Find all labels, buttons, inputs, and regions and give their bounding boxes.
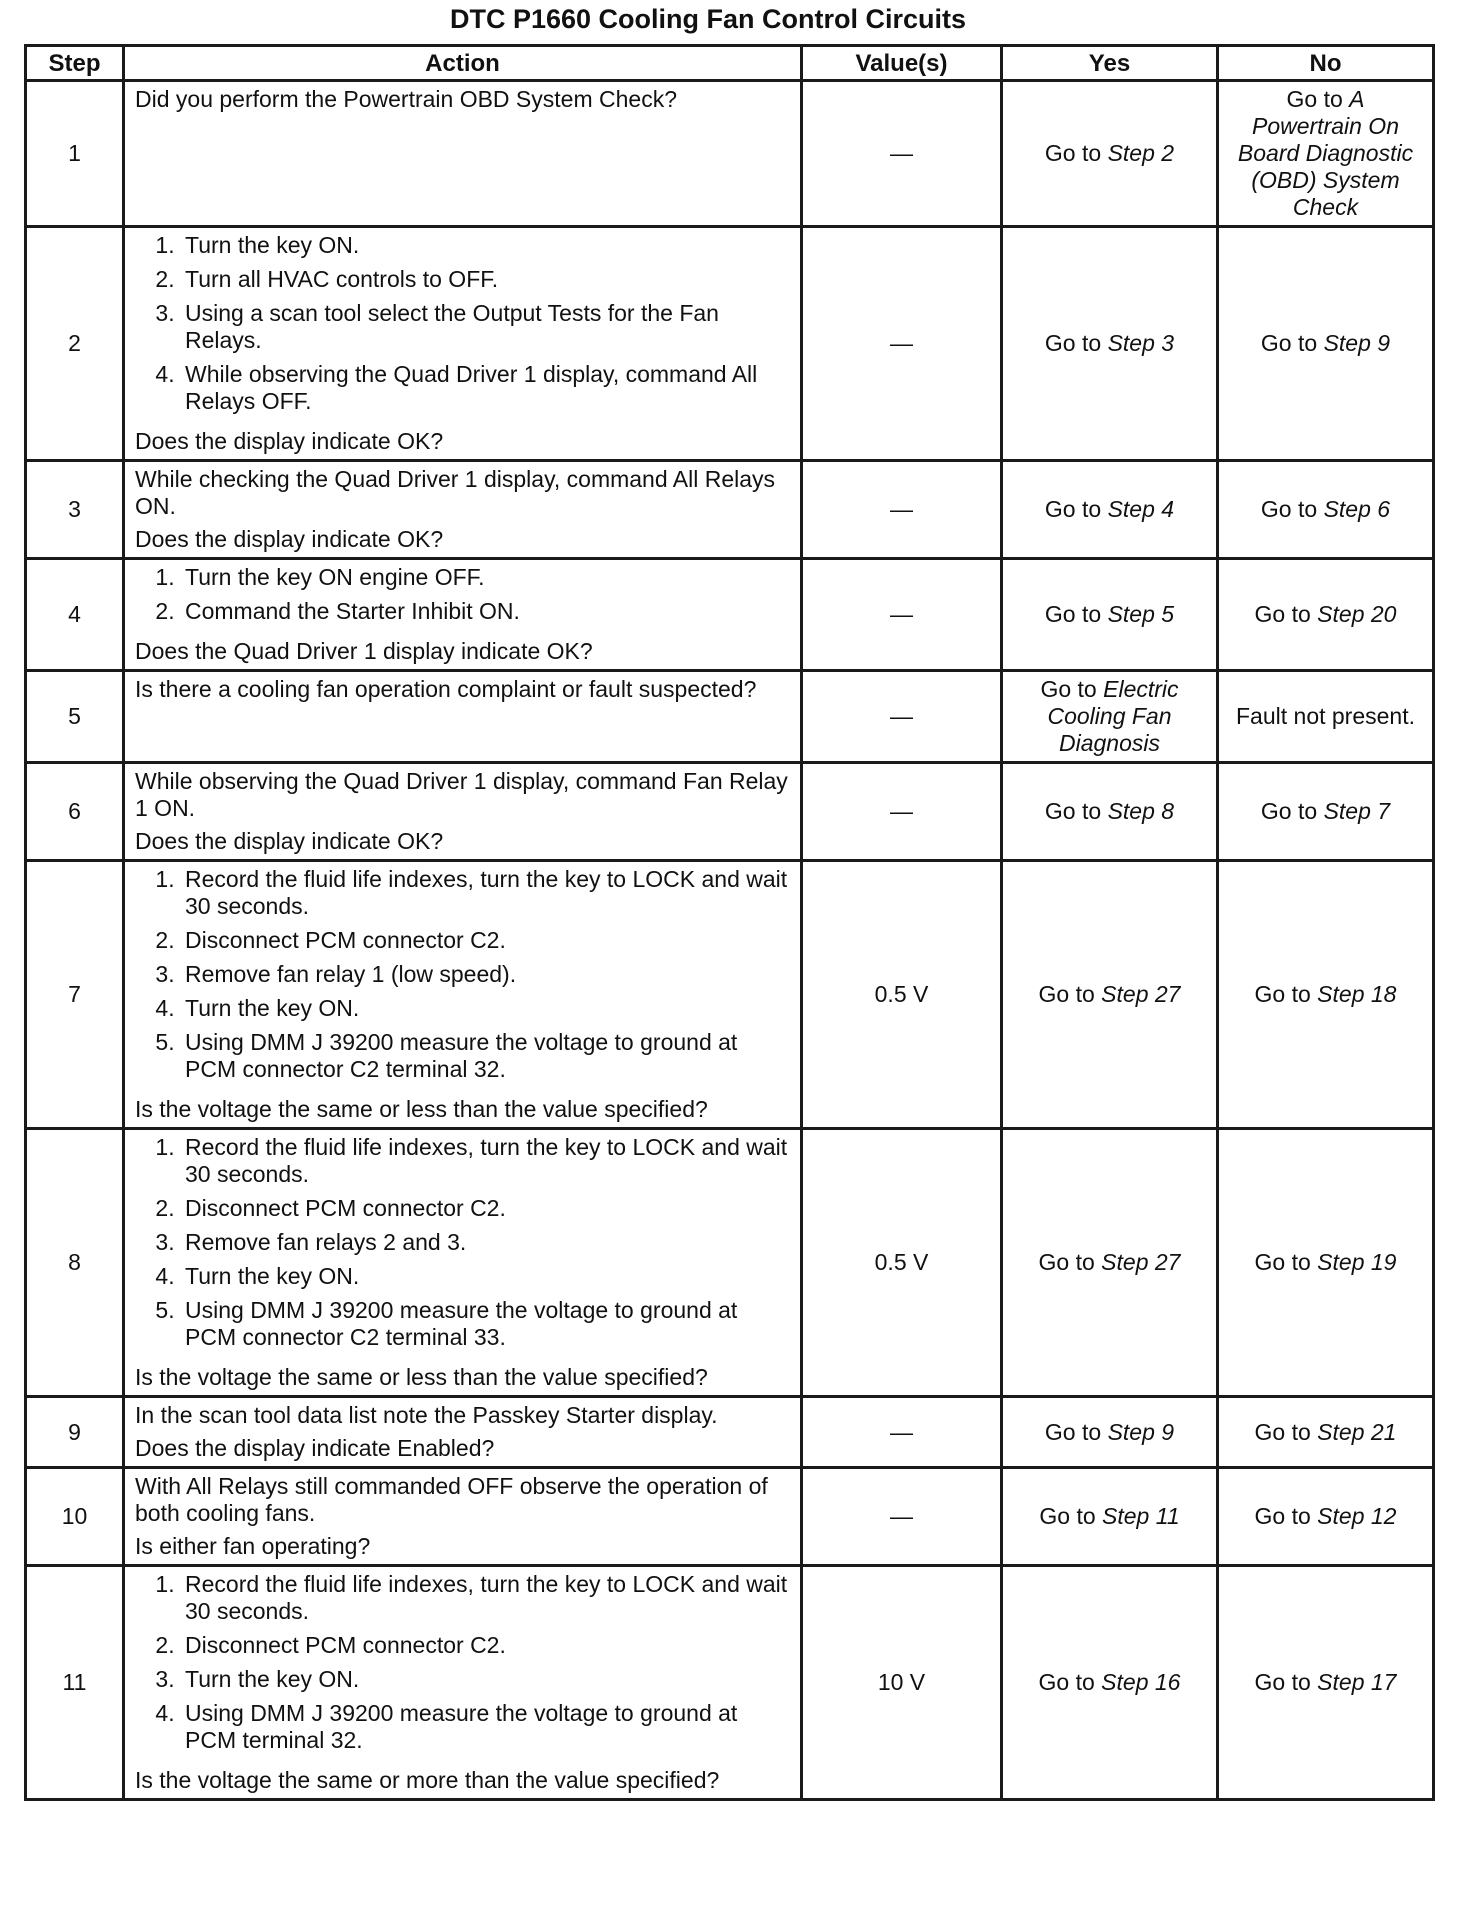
outcome-yes-target: Step 4 [1107, 496, 1175, 522]
step-number: 4 [26, 559, 124, 671]
action-step-list [135, 564, 790, 625]
action-step-list [135, 1134, 790, 1351]
action-question: Is the voltage the same or less than the value specified? [135, 1364, 708, 1390]
outcome-yes [1002, 81, 1218, 227]
outcome-yes-target: Step 16 [1101, 1669, 1181, 1695]
outcome-yes-target: Step 9 [1107, 1418, 1175, 1445]
outcome-yes-prefix: Go to [1044, 601, 1108, 627]
action-question: Is the voltage the same or more than the value specified? [135, 1767, 720, 1793]
action-content [135, 866, 790, 1123]
action-body [135, 564, 790, 632]
outcome-no [1218, 559, 1434, 671]
action-cell [124, 227, 802, 461]
action-cell [124, 763, 802, 861]
outcome-yes-target: Step 5 [1107, 601, 1175, 627]
action-step-item: 2. Command the Starter Inhibit ON. [181, 598, 790, 625]
action-content [135, 1473, 790, 1560]
action-cell [124, 671, 802, 763]
step-number: 2 [26, 227, 124, 461]
outcome-yes-target: Step 8 [1107, 798, 1175, 824]
outcome-no-target: Step 19 [1317, 1249, 1397, 1275]
outcome-no [1218, 1397, 1434, 1468]
action-intro: Did you perform the Powertrain OBD System Check? [135, 86, 677, 112]
outcome-yes-prefix: Go to [1044, 140, 1108, 166]
action-cell [124, 1566, 802, 1800]
action-cell [124, 81, 802, 227]
table-row [26, 81, 1434, 227]
header-yes: Yes [1002, 46, 1218, 81]
action-step-item: 5. Using DMM J 39200 measure the voltage to ground at PCM connector C2 terminal 33. [181, 1297, 790, 1351]
outcome-yes-target: Step 27 [1101, 981, 1181, 1007]
action-step-item: 2. Disconnect PCM connector C2. [181, 1632, 790, 1659]
diagnostic-table [24, 44, 1435, 1801]
header-values: Value(s) [802, 46, 1002, 81]
action-intro: In the scan tool data list note the Passkey Starter display. [135, 1402, 718, 1428]
value-cell: 0.5 V [802, 861, 1002, 1129]
outcome-yes [1002, 861, 1218, 1129]
value-cell: — [802, 559, 1002, 671]
table-row [26, 1129, 1434, 1397]
action-cell [124, 461, 802, 559]
action-step-item: 3. Remove fan relays 2 and 3. [181, 1229, 790, 1256]
step-number: 8 [26, 1129, 124, 1397]
outcome-yes-target: Step 27 [1101, 1249, 1181, 1275]
action-body [135, 1571, 790, 1761]
outcome-no [1218, 861, 1434, 1129]
outcome-yes-prefix: Go to [1044, 330, 1108, 356]
action-intro: Is there a cooling fan operation complaint or fault suspected? [135, 676, 757, 702]
action-content [135, 1402, 790, 1462]
outcome-yes [1002, 227, 1218, 461]
action-step-item: 3. Using a scan tool select the Output Tests for the Fan Relays. [181, 300, 790, 354]
outcome-no [1218, 1129, 1434, 1397]
step-number: 3 [26, 461, 124, 559]
outcome-yes [1002, 1129, 1218, 1397]
outcome-no-target: Step 20 [1317, 601, 1397, 627]
outcome-no-prefix: Go to [1254, 1418, 1318, 1445]
table-body [26, 81, 1434, 1800]
outcome-yes [1002, 671, 1218, 763]
action-step-item: 4. While observing the Quad Driver 1 display, command All Relays OFF. [181, 361, 790, 415]
outcome-no-prefix: Go to [1254, 1503, 1318, 1529]
table-row [26, 559, 1434, 671]
outcome-yes-target: Step 11 [1102, 1503, 1180, 1529]
outcome-yes-target: Step 3 [1107, 330, 1175, 356]
action-question: Does the Quad Driver 1 display indicate OK? [135, 638, 593, 664]
action-cell [124, 861, 802, 1129]
table-row [26, 1566, 1434, 1800]
table-row [26, 763, 1434, 861]
outcome-no-target: Step 18 [1317, 981, 1397, 1007]
action-step-item: 3. Remove fan relay 1 (low speed). [181, 961, 790, 988]
outcome-yes-prefix: Go to [1038, 1249, 1102, 1275]
action-cell [124, 1397, 802, 1468]
outcome-yes-target: Step 2 [1107, 140, 1175, 166]
outcome-no [1218, 1468, 1434, 1566]
action-question: Is the voltage the same or less than the value specified? [135, 1096, 708, 1122]
outcome-yes-prefix: Go to [1038, 1669, 1102, 1695]
outcome-no-prefix: Go to [1286, 86, 1350, 112]
action-step-item: 2. Disconnect PCM connector C2. [181, 927, 790, 954]
value-cell: — [802, 1397, 1002, 1468]
outcome-yes-prefix: Go to [1044, 496, 1108, 522]
value-cell: — [802, 763, 1002, 861]
step-number: 11 [26, 1566, 124, 1800]
action-step-list [135, 1571, 790, 1754]
value-cell: — [802, 1468, 1002, 1566]
action-step-item: 4. Using DMM J 39200 measure the voltage to ground at PCM terminal 32. [181, 1700, 790, 1754]
outcome-yes [1002, 763, 1218, 861]
action-step-item: 1. Record the fluid life indexes, turn the key to LOCK and wait 30 seconds. [181, 866, 790, 920]
action-content [135, 466, 790, 553]
action-body [135, 86, 790, 113]
action-intro: With All Relays still commanded OFF observe the operation of both cooling fans. [135, 1473, 768, 1526]
table-row [26, 227, 1434, 461]
table-row [26, 461, 1434, 559]
value-cell: — [802, 227, 1002, 461]
action-step-item: 2. Disconnect PCM connector C2. [181, 1195, 790, 1222]
outcome-yes-prefix: Go to [1039, 1503, 1103, 1529]
action-content [135, 232, 790, 455]
table-row [26, 1397, 1434, 1468]
outcome-yes-target: Electric Cooling Fan Diagnosis [1047, 676, 1179, 756]
action-intro: While observing the Quad Driver 1 display, command Fan Relay 1 ON. [135, 768, 788, 821]
action-question: Is either fan operating? [135, 1533, 371, 1559]
outcome-no-target: A Powertrain On Board Diagnostic (OBD) System Check [1237, 86, 1414, 220]
action-step-item: 1. Turn the key ON. [181, 232, 790, 259]
action-content [135, 564, 790, 665]
outcome-no-prefix: Go to [1260, 330, 1324, 356]
action-step-list [135, 232, 790, 415]
outcome-no-prefix: Go to [1260, 496, 1324, 522]
outcome-yes-prefix: Go to [1038, 981, 1102, 1007]
outcome-no [1218, 1566, 1434, 1800]
value-cell: — [802, 461, 1002, 559]
action-step-item: 4. Turn the key ON. [181, 1263, 790, 1290]
action-body [135, 1473, 790, 1527]
action-cell [124, 1468, 802, 1566]
outcome-no-prefix: Go to [1254, 981, 1318, 1007]
outcome-no-target: Step 6 [1323, 496, 1391, 522]
action-cell [124, 559, 802, 671]
action-step-item: 2. Turn all HVAC controls to OFF. [181, 266, 790, 293]
action-body [135, 232, 790, 422]
value-cell: 10 V [802, 1566, 1002, 1800]
action-step-item: 5. Using DMM J 39200 measure the voltage to ground at PCM connector C2 terminal 32. [181, 1029, 790, 1083]
header-row [26, 46, 1434, 81]
step-number: 1 [26, 81, 124, 227]
outcome-yes [1002, 559, 1218, 671]
action-question: Does the display indicate OK? [135, 428, 444, 454]
step-number: 7 [26, 861, 124, 1129]
outcome-no-target: Step 12 [1317, 1503, 1397, 1529]
action-body [135, 768, 790, 822]
outcome-yes-prefix: Go to [1044, 1418, 1108, 1445]
outcome-no-prefix: Fault not present. [1236, 703, 1415, 729]
action-step-item: 4. Turn the key ON. [181, 995, 790, 1022]
outcome-yes-prefix: Go to [1044, 798, 1108, 824]
action-body [135, 676, 790, 703]
action-step-list [135, 866, 790, 1083]
action-cell [124, 1129, 802, 1397]
action-body [135, 1402, 790, 1429]
action-question: Does the display indicate OK? [135, 526, 444, 552]
outcome-no-target: Step 21 [1317, 1418, 1397, 1445]
action-content [135, 1134, 790, 1391]
outcome-no-prefix: Go to [1254, 1249, 1318, 1275]
header-action: Action [124, 46, 802, 81]
action-step-item: 1. Turn the key ON engine OFF. [181, 564, 790, 591]
action-content [135, 86, 790, 221]
action-step-item: 1. Record the fluid life indexes, turn the key to LOCK and wait 30 seconds. [181, 1134, 790, 1188]
header-step: Step [26, 46, 124, 81]
outcome-no [1218, 763, 1434, 861]
action-body [135, 1134, 790, 1358]
action-content [135, 768, 790, 855]
outcome-yes-prefix: Go to [1040, 676, 1104, 702]
outcome-no-prefix: Go to [1254, 601, 1318, 627]
outcome-no-target: Step 17 [1317, 1669, 1397, 1695]
step-number: 6 [26, 763, 124, 861]
outcome-no [1218, 461, 1434, 559]
action-question: Does the display indicate Enabled? [135, 1435, 495, 1461]
action-intro: While checking the Quad Driver 1 display, command All Relays ON. [135, 466, 776, 519]
step-number: 10 [26, 1468, 124, 1566]
outcome-yes [1002, 1566, 1218, 1800]
step-number: 5 [26, 671, 124, 763]
outcome-no-target: Step 9 [1323, 330, 1391, 356]
action-content [135, 1571, 790, 1794]
value-cell: 0.5 V [802, 1129, 1002, 1397]
outcome-no-target: Step 7 [1323, 798, 1391, 824]
action-body [135, 866, 790, 1090]
table-row [26, 671, 1434, 763]
action-step-item: 3. Turn the key ON. [181, 1666, 790, 1693]
outcome-no [1218, 671, 1434, 763]
table-row [26, 1468, 1434, 1566]
action-content [135, 676, 790, 757]
page-title: DTC P1660 Cooling Fan Control Circuits [449, 4, 967, 34]
value-cell: — [802, 671, 1002, 763]
value-cell: — [802, 81, 1002, 227]
outcome-no [1218, 81, 1434, 227]
outcome-no-prefix: Go to [1260, 798, 1324, 824]
outcome-yes [1002, 1468, 1218, 1566]
action-question: Does the display indicate OK? [135, 828, 444, 854]
outcome-no [1218, 227, 1434, 461]
action-step-item: 1. Record the fluid life indexes, turn the key to LOCK and wait 30 seconds. [181, 1571, 790, 1625]
table-row [26, 861, 1434, 1129]
header-no: No [1218, 46, 1434, 81]
outcome-yes [1002, 1397, 1218, 1468]
outcome-yes [1002, 461, 1218, 559]
step-number: 9 [26, 1397, 124, 1468]
outcome-no-prefix: Go to [1254, 1669, 1318, 1695]
action-body [135, 466, 790, 520]
